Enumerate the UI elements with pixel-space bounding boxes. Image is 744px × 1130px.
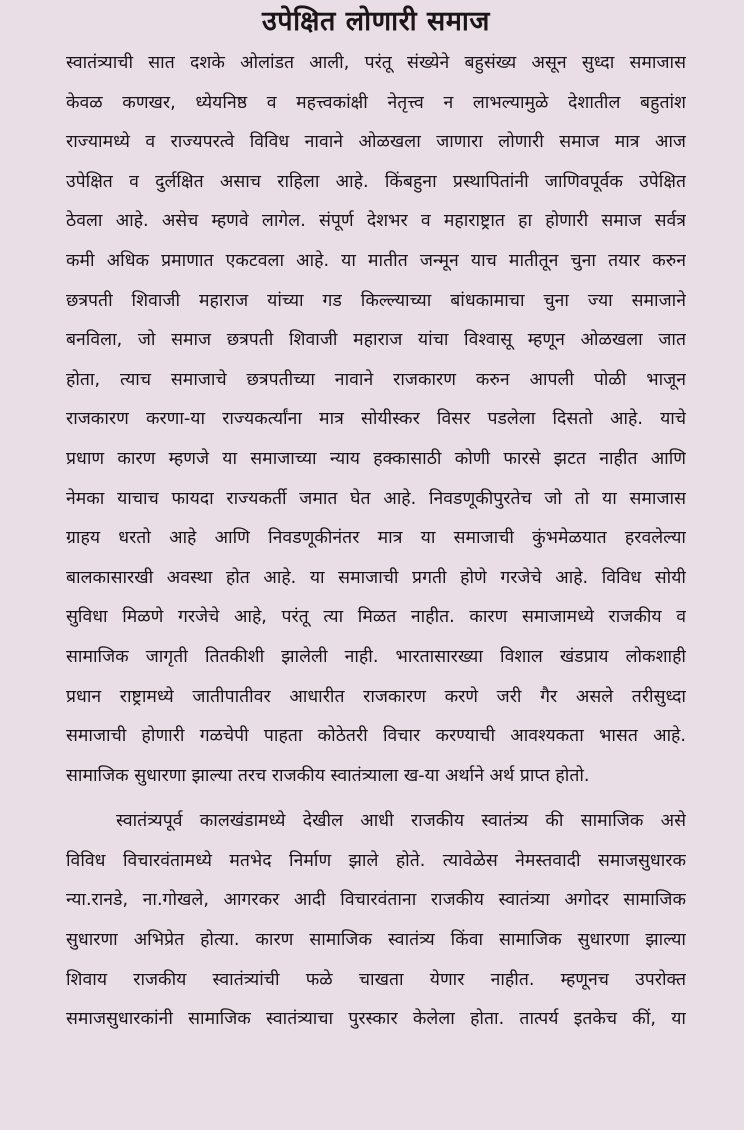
- text-line: शिवाय राजकीय स्वातंत्र्यांची फळे चाखता येणार नाहीत. म्हणूनच उपरोक्त: [66, 969, 686, 990]
- text-line: ग्राहय धरतो आहे आणि निवडणूकीनंतर मात्र या समाजाची कुंभमेळयात हरवलेल्या: [66, 528, 686, 549]
- text-line: केवळ कणखर, ध्येयनिष्ठ व महत्त्वकांक्षी नेतृत्त्व न लाभल्यामुळे देशातील बहुतांश: [66, 92, 686, 113]
- document-title: उपेक्षित लोणारी समाज: [262, 6, 490, 37]
- text-line: होता, त्याच समाजाचे छत्रपतीच्या नावाने राजकारण करुन आपली पोळी भाजून: [66, 369, 686, 390]
- text-line: सामाजिक जागृती तितकीशी झालेली नाही. भारतासारख्या विशाल खंडप्राय लोकशाही: [66, 646, 686, 667]
- text-line: स्वातंत्र्याची सात दशके ओलांडत आली, परंतू संख्येने बहुसंख्य असून सुध्दा समाजास: [66, 53, 686, 73]
- paragraph-2: [66, 802, 686, 1040]
- text-line: राजकारण करणा-या राज्यकर्त्यांना मात्र सोयीस्कर विसर पडलेला दिसतो आहे. याचे: [66, 409, 686, 430]
- text-line: बनविला, जो समाज छत्रपती शिवाजी महाराज यांचा विश्वासू म्हणून ओळखला जात: [66, 330, 686, 351]
- paragraph-1: [66, 44, 686, 796]
- text-line: प्रधान राष्ट्रामध्ये जातीपातीवर आधारीत राजकारण करणे जरी गैर असले तरीसुध्दा: [66, 686, 686, 707]
- text-line: उपेक्षित व दुर्लक्षित असाच राहिला आहे. किंबहुना प्रस्थापितांनी जाणिवपूर्वक उपेक्षित: [66, 171, 686, 192]
- text-line: नेमका याचाच फायदा राज्यकर्ती जमात घेत आहे. निवडणूकीपुरतेच जो तो या समाजास: [66, 488, 686, 509]
- text-line: राज्यामध्ये व राज्यपरत्वे विविध नावाने ओळखला जाणारा लोणारी समाज मात्र आज: [66, 132, 686, 153]
- document-page: [0, 2, 744, 1130]
- text-line: विविध विचारवंतामध्ये मतभेद निर्माण झाले होते. त्यावेळेस नेमस्तवादी समाजसुधारक: [66, 850, 686, 871]
- text-line: प्रधाण कारण म्हणजे या समाजाच्या न्याय हक्कासाठी कोणी फारसे झटत नाहीत आणि: [66, 448, 686, 469]
- text-line: बालकासारखी अवस्था होत आहे. या समाजाची प्रगती होणे गरजेचे आहे. विविध सोयी: [66, 567, 686, 588]
- text-line: कमी अधिक प्रमाणात एकटवला आहे. या मातीत जन्मून याच मातीतून चुना तयार करुन: [66, 250, 686, 271]
- text-line: न्या.रानडे, ना.गोखले, आगरकर आदी विचारवंताना राजकीय स्वातंत्र्या अगोदर सामाजिक: [66, 890, 686, 911]
- text-line: सामाजिक सुधारणा झाल्या तरच राजकीय स्वातंत्र्याला ख-या अर्थाने अर्थ प्राप्त होतो.: [66, 765, 590, 786]
- text-line: ठेवला आहे. असेच म्हणवे लागेल. संपूर्ण देशभर व महाराष्ट्रात हा होणारी समाज सर्वत्र: [66, 211, 686, 232]
- text-line: समाजसुधारकांनी सामाजिक स्वातंत्र्याचा पुरस्कार केलेला होता. तात्पर्य इतकेच कीं, या: [66, 1009, 686, 1030]
- text-line: छत्रपती शिवाजी महाराज यांच्या गड किल्ल्याच्या बांधकामाचा चुना ज्या समाजाने: [66, 290, 686, 311]
- text-line: सुविधा मिळणे गरजेचे आहे, परंतू त्या मिळत नाहीत. कारण समाजामध्ये राजकीय व: [66, 607, 686, 628]
- text-line: स्वातंत्र्यपूर्व कालखंडामध्ये देखील आधी राजकीय स्वातंत्र्य की सामाजिक असे: [116, 811, 686, 832]
- text-line: सुधारणा अभिप्रेत होत्या. कारण सामाजिक स्वातंत्र्य किंवा सामाजिक सुधारणा झाल्या: [66, 930, 686, 951]
- text-line: समाजाची होणारी गळचेपी पाहता कोठेतरी विचार करण्याची आवश्यकता भासत आहे.: [66, 726, 686, 747]
